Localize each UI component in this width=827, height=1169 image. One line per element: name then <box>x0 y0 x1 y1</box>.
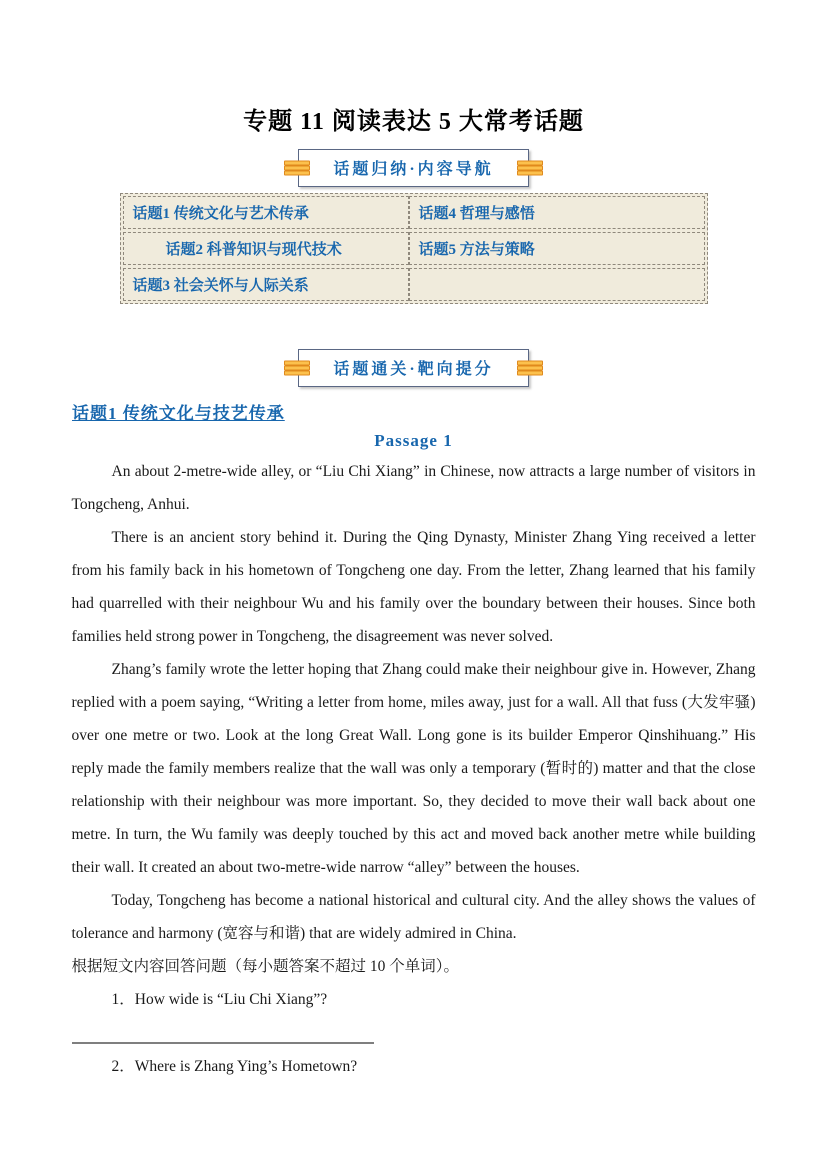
passage-paragraph: Today, Tongcheng has become a national historical and cultural city. And the alley shows the values of tolerance and harmony (宽容与和谐) that are widely admired in China. <box>71 892 756 942</box>
nav-cell-empty <box>409 268 705 301</box>
topic-nav-table <box>120 193 708 304</box>
nav-cell-topic3: 话题3 社会关怀与人际关系 <box>123 268 409 301</box>
banner-label: 话题通关·靶向提分 <box>333 361 494 378</box>
triple-bar-ornament-icon <box>284 361 310 376</box>
answer-blank-line <box>72 1042 374 1044</box>
banner-topic-practice <box>0 336 827 387</box>
passage-paragraph: Zhang’s family wrote the letter hoping that Zhang could make their neighbour give in. However, Zhang replied with a poem saying, “Writing a letter from home, miles away, just for a wall. All that fuss (大发牢骚) over one metre or two. Look at the long Great Wall. Long gone is its builder Emperor Qinshihuang.” His reply made the family members realize that the wall was only a temporary (暂时的) matter and that the close relationship with their neighbour was more important. So, they decided to move their wall back about one metre. In turn, the Wu family was deeply touched by this act and moved back another metre while building their wall. It created an about two-metre-wide narrow “alley” between the houses. <box>71 661 756 876</box>
banner-label: 话题归纳·内容导航 <box>333 161 494 178</box>
banner-box <box>298 149 528 187</box>
banner-topic-summary <box>0 136 827 187</box>
passage-title: Passage 1 <box>374 431 453 450</box>
banner-box <box>298 349 528 387</box>
passage-body <box>72 455 756 1083</box>
nav-cell-topic4: 话题4 哲理与感悟 <box>409 196 705 229</box>
section-heading-topic1: 话题1 传统文化与技艺传承 <box>72 404 285 423</box>
passage-paragraph: An about 2-metre-wide alley, or “Liu Chi Xiang” in Chinese, now attracts a large number of visitors in Tongcheng, Anhui. <box>71 463 756 513</box>
question-instruction: 根据短文内容回答问题（每小题答案不超过 10 个单词）。 <box>71 958 460 975</box>
page-title: 专题 11 阅读表达 5 大常考话题 <box>243 109 584 135</box>
triple-bar-ornament-icon <box>517 161 543 176</box>
nav-cell-topic2: 话题2 科普知识与现代技术 <box>123 232 409 265</box>
nav-cell-topic1: 话题1 传统文化与艺术传承 <box>123 196 409 229</box>
question-2: 2．Where is Zhang Ying’s Hometown? <box>111 1058 358 1075</box>
triple-bar-ornament-icon <box>284 161 310 176</box>
nav-cell-topic5: 话题5 方法与策略 <box>409 232 705 265</box>
triple-bar-ornament-icon <box>517 361 543 376</box>
question-1: 1．How wide is “Liu Chi Xiang”? <box>111 991 328 1008</box>
passage-paragraph: There is an ancient story behind it. During the Qing Dynasty, Minister Zhang Ying received a letter from his family back in his hometown of Tongcheng one day. From the letter, Zhang learned that his family had quarrelled with their neighbour Wu and his family over the boundary between their houses. Since both families held strong power in Tongcheng, the disagreement was never solved. <box>71 529 756 645</box>
